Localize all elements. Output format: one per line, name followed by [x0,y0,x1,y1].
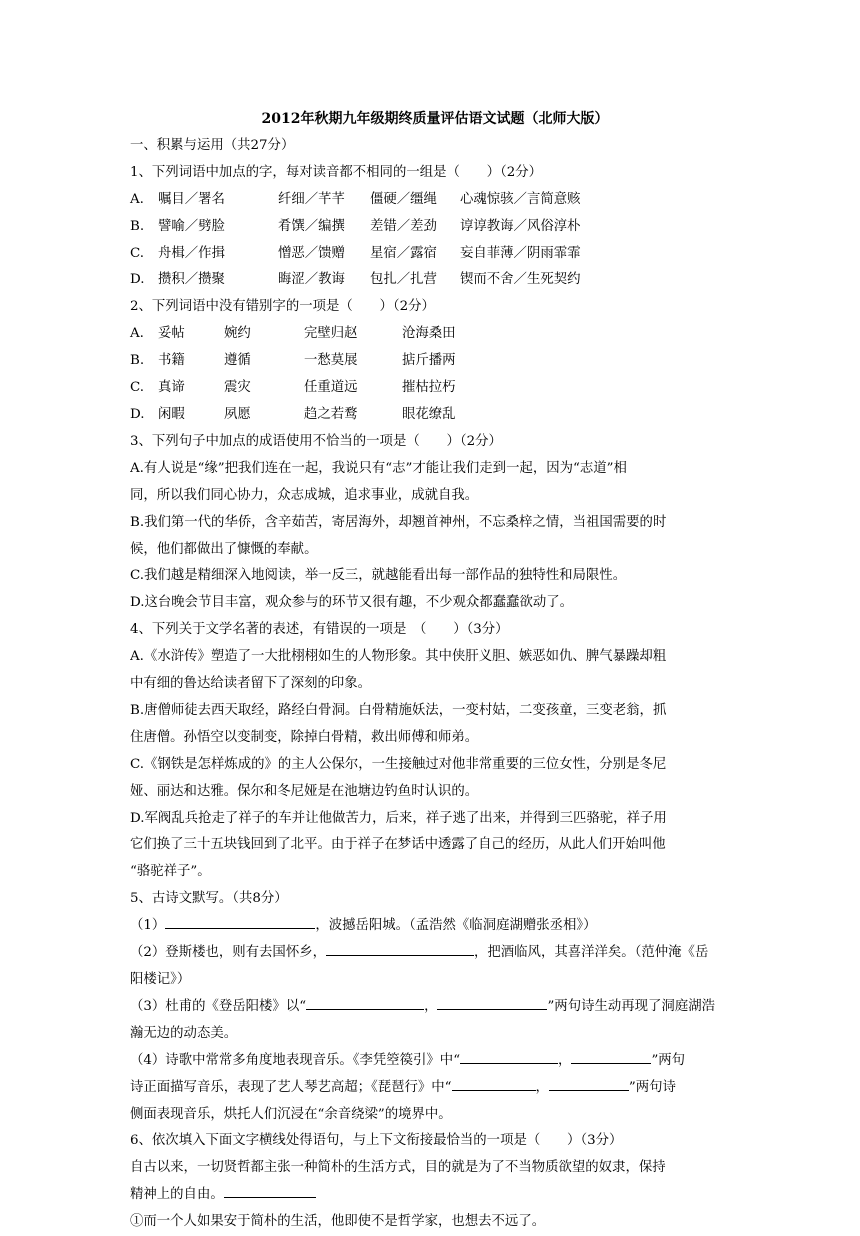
q3-option-d: D.这台晚会节目丰富，观众参与的环节又很有趣，不少观众都蠢蠢欲动了。 [130,595,574,611]
exam-title: 2012年秋期九年级期终质量评估语文试题（北师大版） [261,111,609,127]
q4-option-a-line-2: 中有细的鲁达给读者留下了深刻的印象。 [130,676,372,692]
question-1-stem: 1、下列词语中加点的字，每对读音都不相同的一组是（ ）（2分） [130,164,543,180]
answer-blank[interactable] [571,1049,651,1064]
q3-option-c: C.我们越是精细深入地阅读，举一反三，就越能看出每一部作品的独特性和局限性。 [130,568,627,584]
q3-option-b-line-1: B.我们第一代的华侨，含辛茹苦，寄居海外，却翘首神州，不忘桑梓之情，当祖国需要的时 [130,514,667,530]
q5-item-3-line-1: （3）杜甫的《登岳阳楼》以“ ， ”两句诗生动再现了洞庭湖浩 [130,994,742,1021]
answer-blank[interactable] [437,995,547,1010]
q5-item-2-line-2: 阳楼记》） [130,972,191,987]
q4-option-a-line-1: A.《水浒传》塑造了一大批栩栩如生的人物形象。其中侠肝义胆、嫉恶如仇、脾气暴躁却粗 [130,649,667,665]
q1-option-a: A. 嘱目／署名 纤细／芊芊 僵硬／缰绳 心魂惊骇／言简意赅 [130,191,581,207]
q4-option-d-line-3: “骆驼祥子”。 [130,864,211,880]
section-heading: 一、积累与运用（共27分） [130,137,295,153]
exam-content [130,106,742,1236]
q5-item-4-line-2: 诗正面描写音乐，表现了艺人琴艺高超；《琵琶行》中“ ， ”两句诗 [130,1075,742,1102]
q5-item-2-line-1: （2）登斯楼也，则有去国怀乡， ，把酒临风，其喜洋洋矣。（范仲淹《岳 [130,940,742,967]
answer-blank[interactable] [549,1076,629,1091]
question-6-stem: 6、依次填入下面文字横线处得语句，与上下文衔接最恰当的一项是（ ）（3分） [130,1133,623,1149]
q5-item-4-line-1: （4）诗歌中常常多角度地表现音乐。《李凭箜篌引》中“ ， ”两句 [130,1048,742,1075]
q3-option-b-line-2: 候，他们都做出了慷慨的奉献。 [130,541,318,557]
q4-option-d-line-1: D.军阀乱兵抢走了祥子的车并让他做苦力，后来，祥子逃了出来，并得到三匹骆驼，祥子用 [130,810,667,826]
q5-item-1: （1） ，波撼岳阳城。（孟浩然《临洞庭湖赠张丞相》） [130,913,742,940]
q5-item-3-line-2: 瀚无边的动态美。 [130,1025,238,1041]
q2-option-d: D. 闲暇 夙愿 趋之若鹜 眼花缭乱 [130,406,456,422]
q1-option-b: B. 譬喻／劈脸 肴馔／编撰 差错／差劲 谆谆教诲／风俗淳朴 [130,218,581,234]
q1-option-c: C. 舟楫／作揖 憎恶／馈赠 星宿／露宿 妄自菲薄／阴雨霏霏 [130,245,581,261]
q6-option-1: ①而一个人如果安于简朴的生活，他即使不是哲学家，也想去不远了。 [130,1214,546,1230]
answer-blank[interactable] [326,941,474,956]
answer-blank[interactable] [460,1049,558,1064]
q4-option-b-line-1: B.唐僧师徒去西天取经，路经白骨洞。白骨精施妖法，一变村姑，二变孩童，三变老翁，抓 [130,702,667,718]
q3-option-a-line-1: A.有人说是“缘”把我们连在一起，我说只有“志”才能让我们走到一起，因为“志道”相 [130,460,627,476]
q4-option-b-line-2: 住唐僧。孙悟空以变制变，除掉白骨精，救出师傅和师弟。 [130,729,479,745]
q6-passage-line-2: 精神上的自由。 [130,1182,742,1209]
q5-item-4-line-3: 侧面表现音乐，烘托人们沉浸在“余音绕梁”的境界中。 [130,1106,452,1122]
q4-option-c-line-2: 娅、丽达和达雅。保尔和冬尼娅是在池塘边钓鱼时认识的。 [130,783,479,799]
q3-option-a-line-2: 同，所以我们同心协力，众志成城，追求事业，成就自我。 [130,487,479,503]
answer-blank[interactable] [224,1183,316,1198]
q1-option-d: D. 攒积／攒聚 晦涩／教诲 包扎／扎营 锲而不舍／生死契约 [130,272,581,288]
answer-blank[interactable] [165,914,315,929]
question-2-stem: 2、下列词语中没有错别字的一项是（ ）（2分） [130,299,435,315]
q6-passage-line-1: 自古以来，一切贤哲都主张一种简朴的生活方式，目的就是为了不当物质欲望的奴隶，保持 [130,1160,666,1176]
question-4-stem: 4、下列关于文学名著的表述，有错误的一项是 （ ）（3分） [130,622,509,638]
question-5-stem: 5、古诗文默写。（共8分） [130,891,288,907]
q2-option-a: A. 妥帖 婉约 完壁归赵 沧海桑田 [130,326,456,342]
q2-option-b: B. 书籍 遵循 一愁莫展 掂斤播两 [130,353,456,369]
q2-option-c: C. 真谛 震灾 任重道远 摧枯拉朽 [130,380,456,396]
question-3-stem: 3、下列句子中加点的成语使用不恰当的一项是（ ）（2分） [130,433,502,449]
answer-blank[interactable] [452,1076,536,1091]
answer-blank[interactable] [306,995,424,1010]
q4-option-c-line-1: C.《钢铁是怎样炼成的》的主人公保尔，一生接触过对他非常重要的三位女性，分别是冬尼 [130,756,667,772]
q4-option-d-line-2: 它们换了三十五块钱回到了北平。由于祥子在梦话中透露了自己的经历，从此人们开始叫他 [130,837,666,853]
